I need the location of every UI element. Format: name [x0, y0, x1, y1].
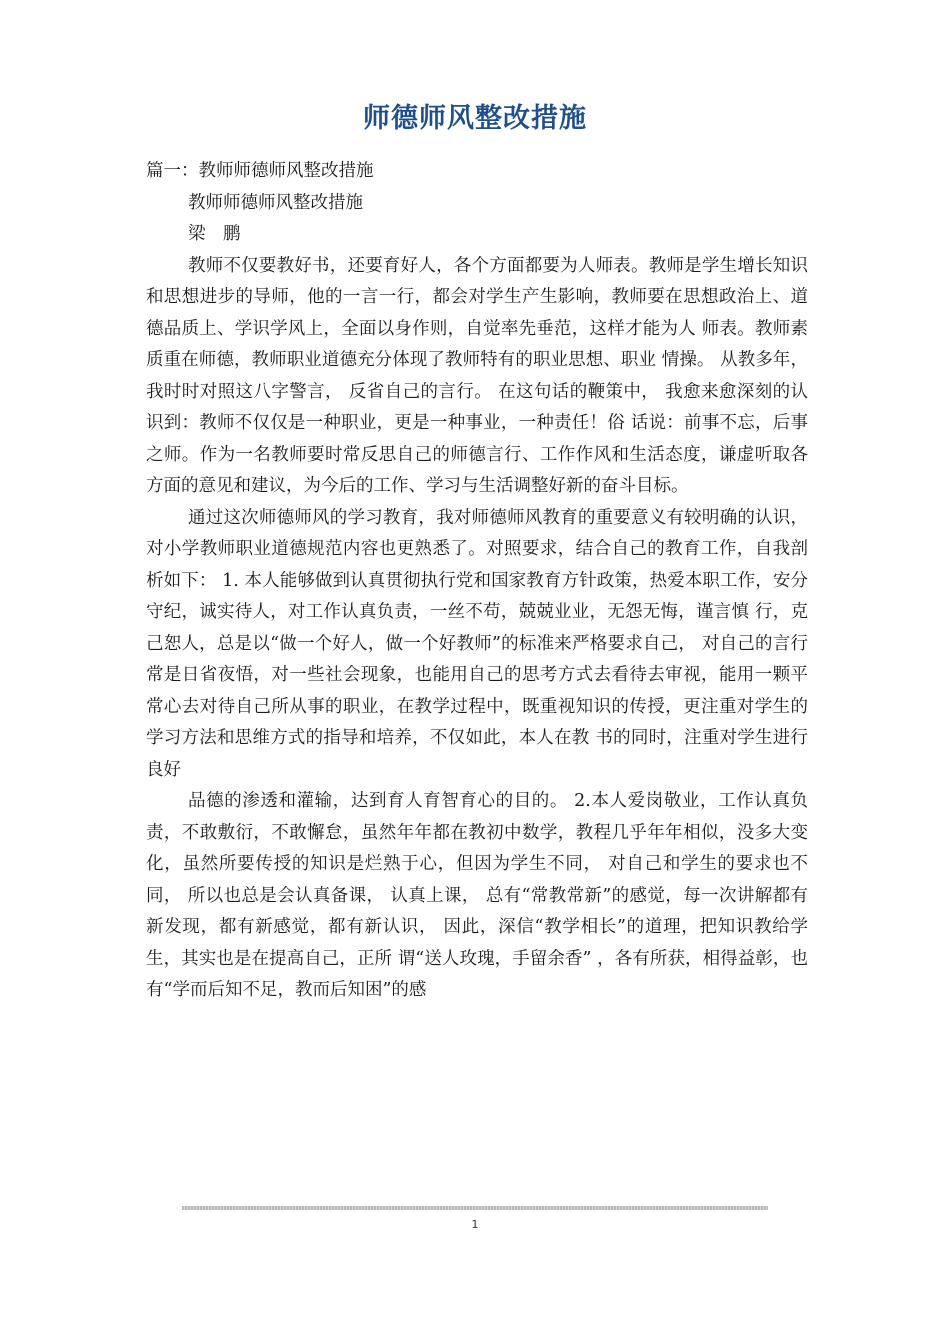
section-heading: 篇一：教师师德师风整改措施	[146, 161, 374, 181]
author: 梁 鹏	[188, 224, 241, 244]
paragraph-2: 通过这次师德师风的学习教育，我对师德师风教育的重要意义有较明确的认识，对小学教师职业道德规范内容也更熟悉了。对照要求，结合自己的教育工作，自我剖析如下： 1. 本人能够做到认真贯彻执行党和国家教育方针政策，热爱本职工作，安分守纪，诚实待人，对工作认真负责，一丝不苟，兢兢业业，无怨无悔，谨言慎 行，克己恕人，总是以“做一个好人，做一个好教师”的标准来严格要求自己， 对自己的言行常是日省夜悟，对一些社会现象，也能用自己的思考方式去看待去审视，能用一颗平常心去对待自己所从事的职业，在教学过程中，既重视知识的传授，更注重对学生的学习方法和思维方式的指导和培养，不仅如此，本人在教 书的同时，注重对学生进行良好	[146, 507, 808, 780]
subtitle: 教师师德师风整改措施	[188, 192, 363, 213]
paragraph-3: 品德的渗透和灌输，达到育人育智育心的目的。 2.本人爱岗敬业，工作认真负责，不敢敷衍，不敢懈怠，虽然年年都在教初中数学，教程几乎年年相似，没多大变化，虽然所要传授的知识是烂熟于心，但因为学生不同， 对自己和学生的要求也不同， 所以也总是会认真备课， 认真上课， 总有“常教常新”的感觉，每一次讲解都有新发现，都有新感觉，都有新认识， 因此，深信“教学相长”的道理，把知识教给学生，其实也是在提高自己，正所 谓“送人玫瑰，手留余香” ，各有所获，相得益彰，也有“学而后知不足，教而后知困”的感	[146, 791, 808, 1000]
document-body	[146, 156, 808, 1007]
document-title: 师德师风整改措施	[363, 103, 587, 134]
footer-divider	[182, 1206, 768, 1210]
page-number: 1	[471, 1218, 479, 1231]
paragraph-1: 教师不仅要教好书，还要育好人，各个方面都要为人师表。教师是学生增长知识和思想进步的导师，他的一言一行，都会对学生产生影响，教师要在思想政治上、道德品质上、学识学风上，全面以身作则，自觉率先垂范，这样才能为人 师表。教师素质重在师德，教师职业道德充分体现了教师特有的职业思想、职业 情操。 从教多年， 我时时对照这八字警言， 反省自己的言行。 在这句话的鞭策中， 我愈来愈深刻的认识到：教师不仅仅是一种职业，更是一种事业，一种责任！俗 话说：前事不忘，后事之师。作为一名教师要时常反思自己的师德言行、工作作风和生活态度，谦虚听取各方面的意见和建议，为今后的工作、学习与生活调整好新的奋斗目标。	[146, 255, 808, 496]
